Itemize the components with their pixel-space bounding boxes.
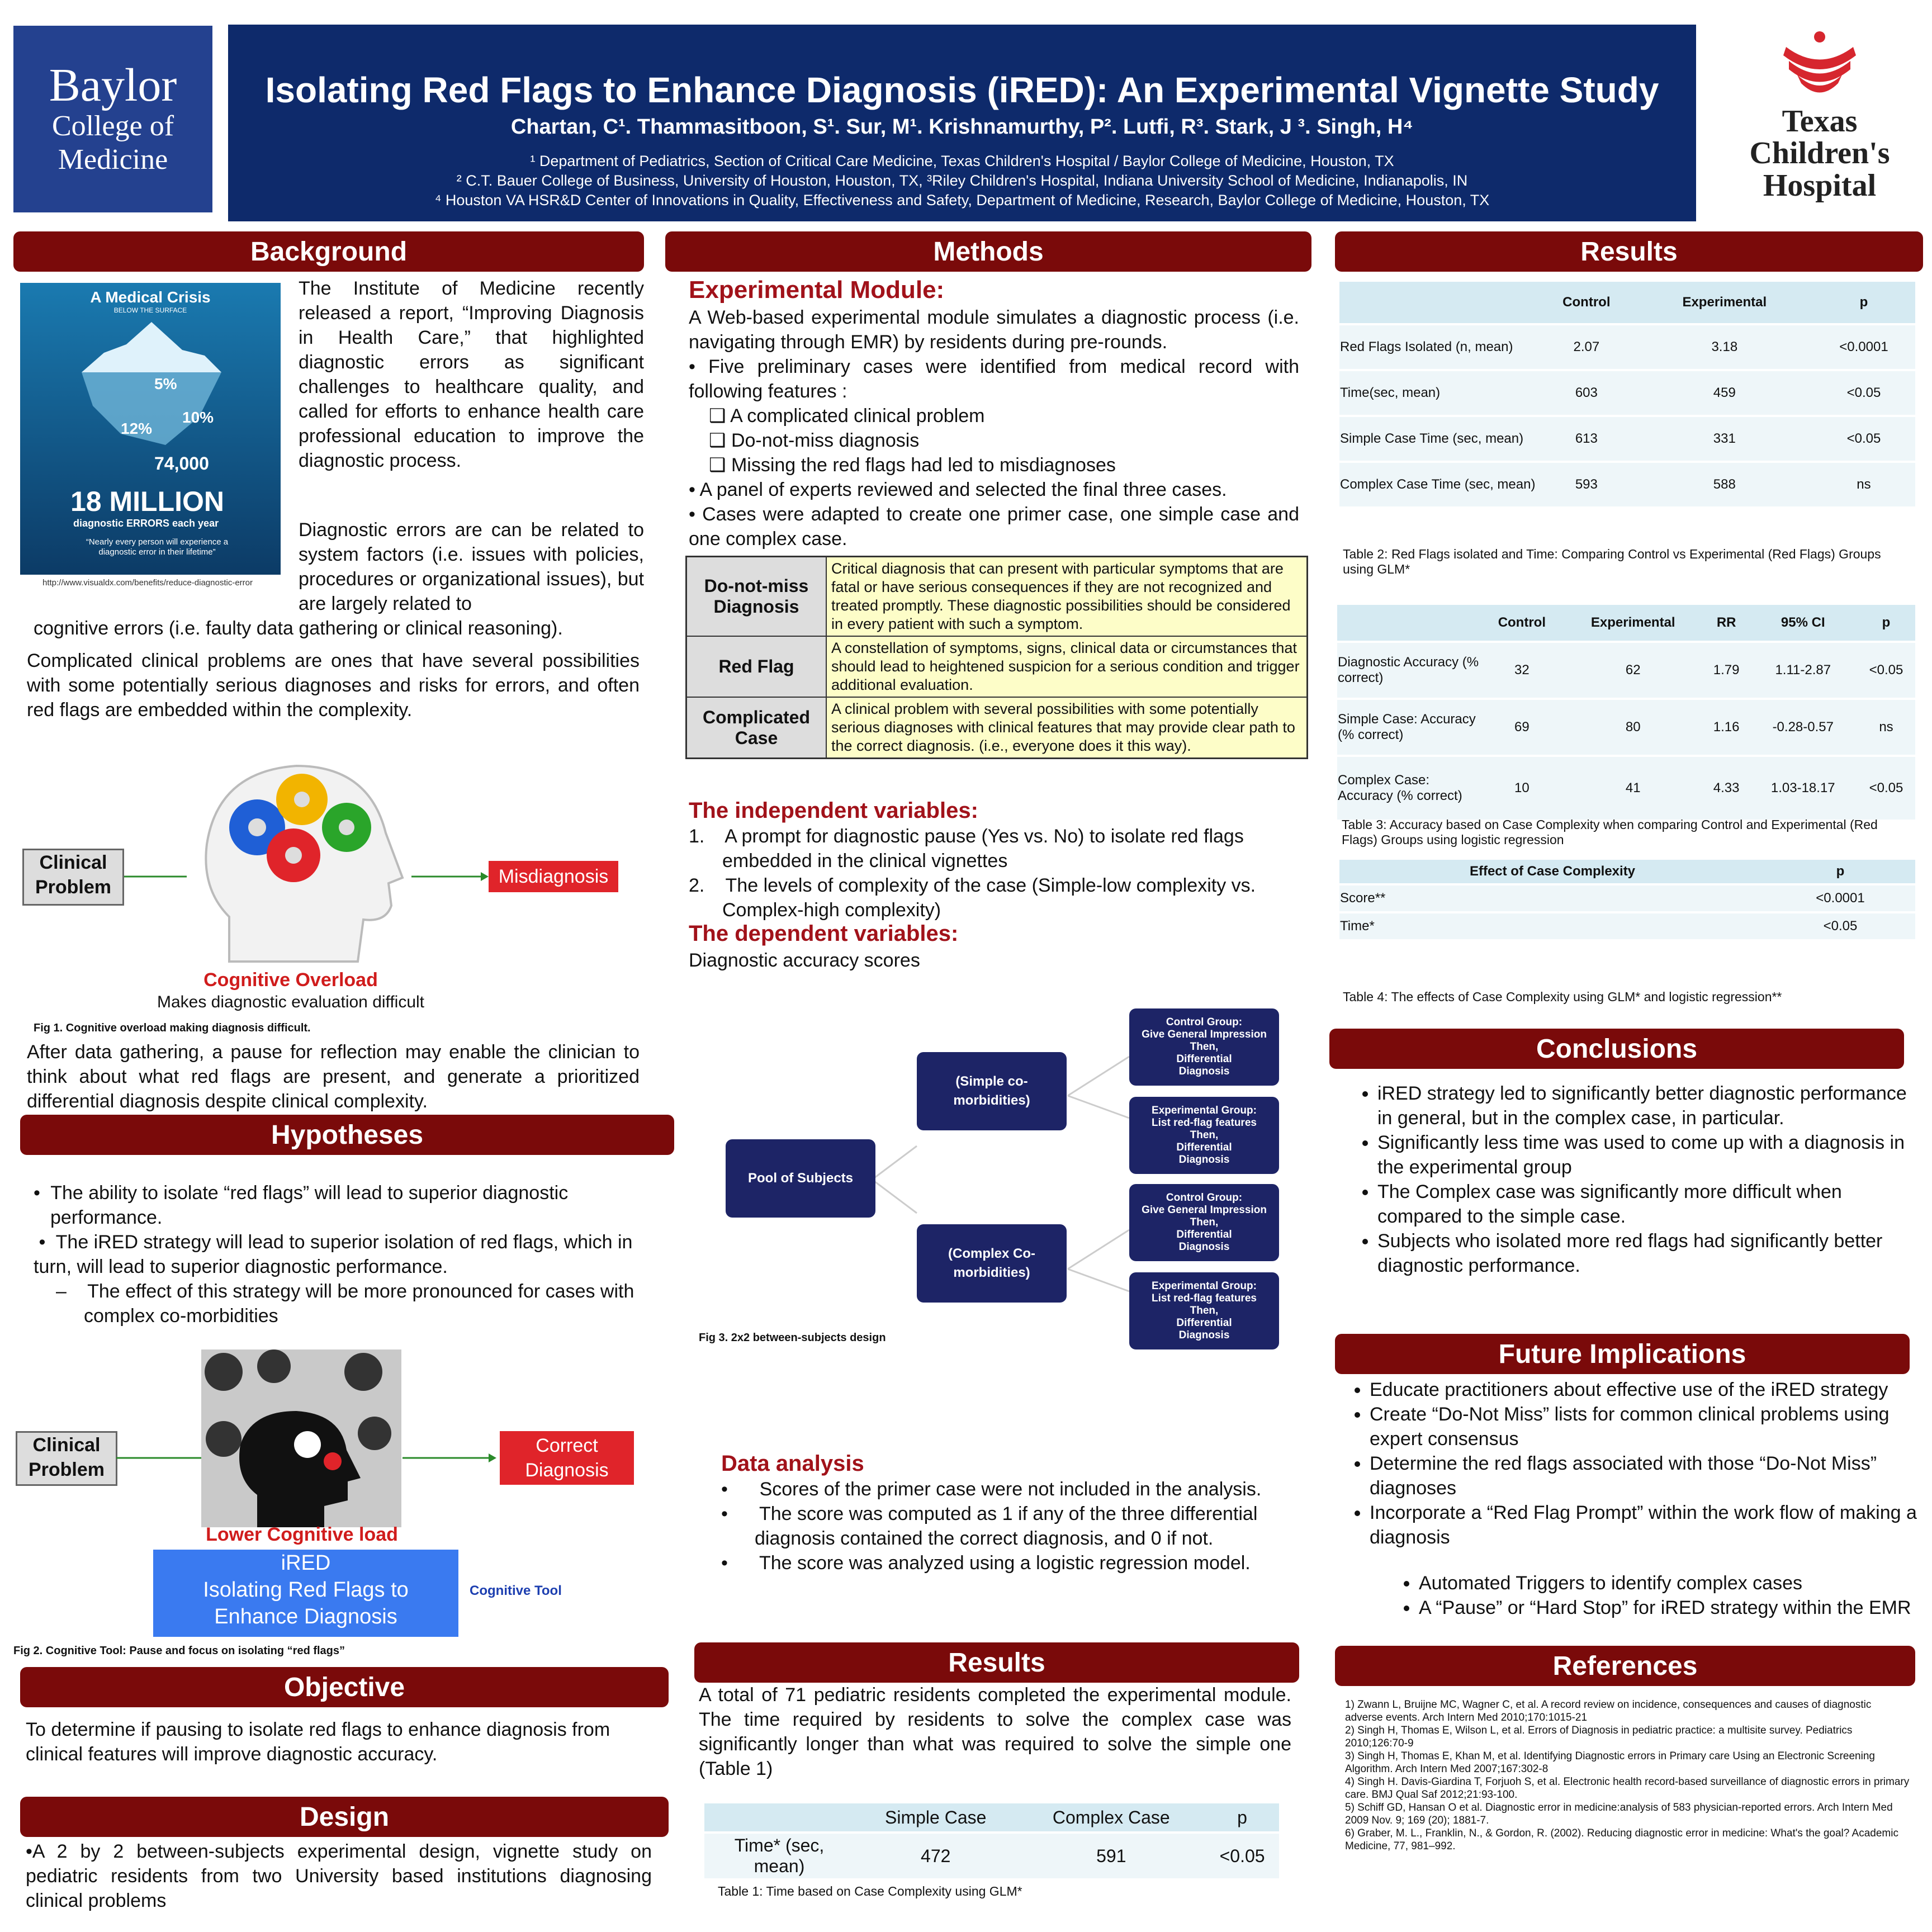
design-text: •A 2 by 2 between-subjects experimental design, vignette study on pediatric residents from two University based institutions diagnosing clinical problems — [26, 1841, 652, 1911]
objective-heading: Objective — [20, 1667, 669, 1707]
table-3 — [1337, 605, 1915, 822]
table-cell: <0.0001 — [1812, 324, 1915, 370]
table-cell: 32 — [1481, 642, 1562, 699]
fig1-cognitive-overload: Cognitive Overload — [203, 969, 378, 991]
fig1-arrow-left — [124, 872, 191, 881]
fig2-arrow-right — [402, 1452, 498, 1464]
background-p1: The Institute of Medicine recently released a report, “Improving Diagnosis in Health Care,” that highlighted diagnostic errors as significant challenges to healthcare quality, and called for efforts to enhance health care professional education to improve the diagnostic process. — [299, 278, 644, 471]
table-row — [1339, 912, 1915, 940]
background-p3: Complicated clinical problems are ones that have several possibilities with some potentially serious diagnoses and risks for errors, and often red flags are embedded within the complexity. — [27, 650, 640, 721]
table-cell: Simple Case: Accuracy (% correct) — [1337, 699, 1481, 756]
experimental-label: Experimental Group: — [1152, 1280, 1257, 1292]
table-1 — [704, 1803, 1279, 1881]
results-heading: Results — [1335, 231, 1923, 272]
data-analysis-item-1: • Scores of the primer case were not included in the analysis. — [721, 1479, 1262, 1500]
table-cell: 1.11-2.87 — [1749, 642, 1858, 699]
table-row — [704, 1832, 1279, 1879]
infographic-source-link[interactable]: http://www.visualdx.com/benefits/reduce-diagnostic-error — [42, 578, 253, 588]
baylor-logo-line2: College of — [51, 110, 174, 142]
table-cell: <0.0001 — [1765, 884, 1915, 912]
baylor-logo-line3: Medicine — [58, 144, 168, 176]
texas-childrens-logo — [1722, 30, 1917, 215]
data-analysis-item-3: • The score was analyzed using a logistic regression model. — [721, 1552, 1251, 1574]
fig2-cognitive-tool: Cognitive Tool — [470, 1583, 562, 1598]
experimental-step-2: Then, Differential Diagnosis — [1176, 1305, 1232, 1341]
background-p2b: cognitive errors (i.e. faulty data gathering or clinical reasoning). — [34, 618, 563, 639]
table-row — [1337, 642, 1915, 699]
hypothesis-1: • The ability to isolate “red flags” will lead to superior diagnostic performance. — [34, 1182, 569, 1228]
fig1-arrow-right — [411, 871, 490, 882]
poster-title: Isolating Red Flags to Enhance Diagnosis (iRED): An Experimental Vignette Study — [265, 70, 1659, 110]
definition-term: Complicated Case — [686, 697, 827, 759]
table-header-cell: RR — [1704, 605, 1749, 642]
head-tools-icon — [201, 1349, 401, 1527]
independent-variables-title: The independent variables: — [689, 798, 978, 823]
results-mid-text: A total of 71 pediatric residents completed the experimental module. The time required by residents to solve the complex case was significantly longer than what was required to solve the simple one (Table 1) — [699, 1684, 1291, 1779]
table-header-cell — [1339, 282, 1536, 324]
hypothesis-2: • The iRED strategy will lead to superior isolation of red flags, which in turn, will lead to superior diagnostic performance. — [34, 1232, 633, 1277]
title-banner — [228, 25, 1696, 221]
data-analysis-title: Data analysis — [721, 1451, 864, 1476]
table-cell: 80 — [1562, 699, 1704, 756]
future-subitem: • Automated Triggers to identify complex cases — [1419, 1571, 1932, 1595]
table-cell: 459 — [1637, 370, 1812, 416]
fig3-caption: Fig 3. 2x2 between-subjects design — [699, 1332, 886, 1344]
iv-item-1: 1. A prompt for diagnostic pause (Yes vs. No) to isolate red flags embedded in the clinical vignettes — [689, 826, 1244, 872]
fig2-correct-diagnosis: Correct Diagnosis — [500, 1431, 634, 1485]
table-header-cell: Simple Case — [854, 1803, 1017, 1832]
table-header-row — [1339, 860, 1915, 884]
table-row — [1339, 324, 1915, 370]
table-cell: Simple Case Time (sec, mean) — [1339, 416, 1536, 462]
table-cell: 591 — [1017, 1832, 1205, 1879]
dependent-variables-text: Diagnostic accuracy scores — [689, 950, 920, 971]
table-cell: 593 — [1536, 462, 1637, 508]
definitions-table — [685, 556, 1308, 759]
pool-of-subjects-node: Pool of Subjects — [726, 1139, 875, 1218]
stat-5: 5% — [154, 375, 177, 392]
table-header-cell: p — [1857, 605, 1915, 642]
table-header-row — [1337, 605, 1915, 642]
table-cell: Time(sec, mean) — [1339, 370, 1536, 416]
tch-logo-line1: Texas — [1782, 104, 1858, 139]
conclusions-heading: Conclusions — [1329, 1029, 1904, 1069]
stat-10: 10% — [182, 409, 214, 426]
table-cell: 4.33 — [1704, 756, 1749, 821]
methods-p2: • Five preliminary cases were identified from medical record with following features : — [689, 356, 1299, 402]
hypotheses-list — [28, 1181, 665, 1328]
tch-logo-line2: Children's — [1749, 136, 1890, 171]
definition-row — [686, 697, 1308, 759]
background-p4: After data gathering, a pause for reflection may enable the clinician to think about what red flags are present, and generate a prioritized differential diagnosis despite clinical complexity. — [27, 1041, 640, 1112]
background-p2: Diagnostic errors are can be related to system factors (i.e. issues with policies, procedures or organizational issues), but are largely related to — [299, 519, 644, 614]
conclusion-item: • iRED strategy led to significantly better diagnostic performance in general, but in the complex case, in particular. — [1377, 1081, 1914, 1130]
future-implications-list — [1345, 1377, 1932, 1550]
table-cell: <0.05 — [1812, 370, 1915, 416]
table-3-caption: Table 3: Accuracy based on Case Complexity when comparing Control and Experimental (Red Flags) Groups using logistic regression — [1342, 817, 1878, 847]
table-cell: 41 — [1562, 756, 1704, 821]
dependent-variables-title: The dependent variables: — [689, 921, 959, 946]
conclusion-item: • The Complex case was significantly more difficult when compared to the simple case. — [1377, 1180, 1914, 1229]
design-heading: Design — [20, 1797, 669, 1837]
table-header-cell — [704, 1803, 854, 1832]
table-row — [1339, 416, 1915, 462]
stat-line: diagnostic ERRORS each year — [73, 518, 219, 529]
table-header-cell: Control — [1481, 605, 1562, 642]
table-cell: -0.28-0.57 — [1749, 699, 1858, 756]
table-header-cell: p — [1812, 282, 1915, 324]
table-cell: Diagnostic Accuracy (% correct) — [1337, 642, 1481, 699]
control-step-1: Give General Impression — [1142, 1029, 1267, 1040]
results-mid-heading: Results — [694, 1642, 1299, 1683]
table-cell: 10 — [1481, 756, 1562, 821]
head-gears-icon — [190, 749, 414, 967]
complex-comorbidities-node: (Complex Co-morbidities) — [917, 1224, 1067, 1303]
table-header-cell: Experimental — [1562, 605, 1704, 642]
definition-text: A constellation of symptoms, signs, clinical data or circumstances that should lead to heightened suspicion for a serious condition and trigger additional evaluation. — [826, 636, 1308, 697]
table-cell: ns — [1812, 462, 1915, 508]
future-item: • Determine the red flags associated with those “Do-Not Miss” diagnoses — [1370, 1451, 1932, 1500]
definition-term: Red Flag — [686, 636, 827, 697]
table-cell: 588 — [1637, 462, 1812, 508]
table-cell: <0.05 — [1205, 1832, 1279, 1879]
definition-text: Critical diagnosis that can present with particular symptoms that are fatal or have serious consequences if they are not recognized and treated promptly. These diagnostic possibilities should be considered in every patient with such a symptom. — [826, 557, 1308, 637]
table-cell: Red Flags Isolated (n, mean) — [1339, 324, 1536, 370]
control-step-1: Give General Impression — [1142, 1204, 1267, 1216]
table-cell: 69 — [1481, 699, 1562, 756]
control-group-node-simple — [1129, 1008, 1279, 1086]
future-item: • Create “Do-Not Miss” lists for common clinical problems using expert consensus — [1370, 1402, 1932, 1451]
table-header-cell: Effect of Case Complexity — [1339, 860, 1765, 884]
simple-comorbidities-node: (Simple co-morbidities) — [917, 1052, 1067, 1130]
table-cell: 613 — [1536, 416, 1637, 462]
fig2-caption: Fig 2. Cognitive Tool: Pause and focus on isolating “red flags” — [13, 1645, 345, 1657]
definition-row — [686, 636, 1308, 697]
table-header-cell: Complex Case — [1017, 1803, 1205, 1832]
table-header-cell: p — [1205, 1803, 1279, 1832]
table-2-caption: Table 2: Red Flags isolated and Time: Comparing Control vs Experimental (Red Flags) Groups using GLM* — [1343, 547, 1881, 576]
table-cell: ns — [1857, 699, 1915, 756]
reference-item: 4) Singh H. Davis-Giardina T, Forjuoh S, et al. Electronic health record-based surveillance of diagnostic errors in primary care. BMJ Qual Saf 2012;21:93-100. — [1345, 1776, 1910, 1801]
baylor-logo — [13, 26, 212, 212]
infographic-title: A Medical Crisis — [90, 288, 211, 306]
table-header-cell: p — [1765, 860, 1915, 884]
affiliation-2: ² C.T. Bauer College of Business, University of Houston, Houston, TX, ³Riley Children's Hospital, Indiana University School of Medicine, Indianapolis, IN — [456, 172, 1468, 189]
reference-item: 6) Graber, M. L., Franklin, N., & Gordon, R. (2002). Reducing diagnostic error in medicine: What's the goal? Academic Medicine, 77, 981–992. — [1345, 1827, 1898, 1852]
conclusion-item: • Subjects who isolated more red flags had significantly better diagnostic performance. — [1377, 1229, 1914, 1278]
fig1-misdiagnosis: Misdiagnosis — [489, 861, 618, 892]
table-2 — [1339, 282, 1915, 509]
table-cell: Time* (sec, mean) — [704, 1832, 854, 1879]
fig2-ired-box — [153, 1550, 458, 1637]
table-header-row — [1339, 282, 1915, 324]
check-item-1: ❑ A complicated clinical problem — [709, 405, 985, 427]
data-analysis-list — [721, 1477, 1303, 1575]
objective-text: To determine if pausing to isolate red flags to enhance diagnosis from clinical features will improve diagnostic accuracy. — [26, 1719, 610, 1765]
table-cell: Time* — [1339, 912, 1765, 940]
future-subitem: • A “Pause” or “Hard Stop” for iRED strategy within the EMR — [1419, 1595, 1932, 1620]
future-item: • Incorporate a “Red Flag Prompt” within the work flow of making a diagnosis — [1370, 1500, 1932, 1550]
table-cell: <0.05 — [1857, 642, 1915, 699]
table-cell: 3.18 — [1637, 324, 1812, 370]
data-analysis-item-2: • The score was computed as 1 if any of the three differential diagnosis contained the correct diagnosis, and 0 if not. — [721, 1503, 1258, 1549]
table-cell: <0.05 — [1812, 416, 1915, 462]
definition-term: Do-not-miss Diagnosis — [686, 557, 827, 637]
table-cell: 603 — [1536, 370, 1637, 416]
table-row — [1339, 462, 1915, 508]
stat-12: 12% — [121, 420, 153, 437]
infographic-quote: “Nearly every person will experience a diagnostic error in their lifetime” — [86, 537, 229, 557]
medical-crisis-infographic — [20, 283, 281, 575]
check-item-2: ❑ Do-not-miss diagnosis — [709, 430, 920, 451]
table-cell: 2.07 — [1536, 324, 1637, 370]
fig2-arrow-left — [116, 1453, 206, 1462]
conclusions-list — [1353, 1081, 1914, 1278]
fig2-clinical-problem: Clinical Problem — [16, 1431, 117, 1486]
control-label: Control Group: — [1166, 1016, 1243, 1028]
experimental-group-node-simple — [1129, 1097, 1279, 1174]
heart-logo-icon — [1772, 30, 1867, 103]
poster-authors: Chartan, C¹. Thammasitboon, S¹. Sur, M¹. Krishnamurthy, P². Lutfi, R³. Stark, J ³. Singh, H⁴ — [510, 115, 1414, 139]
experimental-step-2: Then, Differential Diagnosis — [1176, 1129, 1232, 1166]
fig2-ired-label: iRED — [281, 1551, 331, 1575]
table-cell: 1.03-18.17 — [1749, 756, 1858, 821]
methods-heading: Methods — [665, 231, 1311, 272]
tch-logo-line3: Hospital — [1763, 168, 1877, 203]
future-implications-heading: Future Implications — [1335, 1334, 1910, 1374]
fig1-head-gears-image — [190, 749, 414, 967]
independent-variables-list — [689, 824, 1299, 922]
table-row — [1337, 699, 1915, 756]
table-cell: 1.16 — [1704, 699, 1749, 756]
table-row — [1339, 370, 1915, 416]
table-cell: Complex Case Time (sec, mean) — [1339, 462, 1536, 508]
background-heading: Background — [13, 231, 644, 272]
table-row — [1337, 756, 1915, 821]
table-cell: <0.05 — [1857, 756, 1915, 821]
experimental-step-1: List red-flag features — [1152, 1117, 1257, 1129]
reference-item: 2) Singh H, Thomas E, Wilson L, et al. Errors of Diagnosis in pediatric practice: a multisite survey. Pediatrics 2010;126:70-9 — [1345, 1725, 1853, 1749]
fig2-lower-cognitive-load: Lower Cognitive load — [206, 1524, 398, 1545]
methods-checklist — [709, 404, 1301, 477]
reference-item: 5) Schiff GD, Hansan O et al. Diagnostic error in medicine:analysis of 583 physician-reported errors. Arch Intern Med 2009 Nov. 9; 169 (20); 1881-7. — [1345, 1802, 1893, 1826]
table-cell: 472 — [854, 1832, 1017, 1879]
table-header-cell: Control — [1536, 282, 1637, 324]
fig2-ired-full: Isolating Red Flags to Enhance Diagnosis — [203, 1578, 409, 1628]
table-header-cell: Experimental — [1637, 282, 1812, 324]
hypothesis-3: – The effect of this strategy will be more pronounced for cases with complex co-morbidities — [56, 1281, 634, 1327]
experimental-group-node-complex — [1129, 1272, 1279, 1349]
iv-item-2: 2. The levels of complexity of the case (Simple-low complexity vs. Complex-high complexity) — [689, 875, 1256, 921]
references-list — [1345, 1698, 1910, 1853]
table-1-caption: Table 1: Time based on Case Complexity using GLM* — [718, 1884, 1022, 1898]
affiliation-3: ⁴ Houston VA HSR&D Center of Innovations in Quality, Effectiveness and Safety, Department of Medicine, Research, Baylor College of Medicine, Houston, TX — [434, 192, 1490, 209]
control-step-2: Then, Differential Diagnosis — [1176, 1041, 1232, 1077]
table-header-cell — [1337, 605, 1481, 642]
control-label: Control Group: — [1166, 1192, 1243, 1204]
table-row — [1339, 884, 1915, 912]
future-implications-sublist — [1394, 1571, 1932, 1620]
methods-p1: A Web-based experimental module simulates a diagnostic process (i.e. navigating through EMR) by residents during pre-rounds. — [689, 307, 1299, 353]
stat-18-million: 18 MILLION — [70, 486, 225, 517]
table-cell: 62 — [1562, 642, 1704, 699]
table-cell: Score** — [1339, 884, 1765, 912]
conclusion-item: • Significantly less time was used to come up with a diagnosis in the experimental group — [1377, 1130, 1914, 1180]
table-cell: 1.79 — [1704, 642, 1749, 699]
affiliation-1: ¹ Department of Pediatrics, Section of Critical Care Medicine, Texas Children's Hospital / Baylor College of Medicine, Houston, TX — [530, 153, 1394, 169]
fig1-subtitle: Makes diagnostic evaluation difficult — [157, 993, 425, 1011]
hypotheses-heading: Hypotheses — [20, 1115, 674, 1155]
table-4 — [1339, 860, 1915, 941]
references-heading: References — [1335, 1646, 1915, 1686]
baylor-logo-line1: Baylor — [49, 59, 177, 111]
fig1-caption: Fig 1. Cognitive overload making diagnosis difficult. — [34, 1022, 311, 1034]
reference-item: 3) Singh H, Thomas E, Khan M, et al. Identifying Diagnostic errors in Primary care Using an Electronic Screening Algorithm. Arch Intern Med 2007;167:302-8 — [1345, 1750, 1875, 1775]
experimental-step-1: List red-flag features — [1152, 1292, 1257, 1304]
table-cell: <0.05 — [1765, 912, 1915, 940]
fig1-clinical-problem: Clinical Problem — [22, 849, 124, 906]
fig2-head-icons-image — [201, 1349, 401, 1527]
experimental-label: Experimental Group: — [1152, 1105, 1257, 1116]
check-item-3: ❑ Missing the red flags had led to misdiagnoses — [709, 454, 1116, 476]
table-4-caption: Table 4: The effects of Case Complexity using GLM* and logistic regression** — [1343, 989, 1782, 1004]
experimental-module-title: Experimental Module: — [689, 276, 945, 304]
table-cell: 331 — [1637, 416, 1812, 462]
definition-text: A clinical problem with several possibilities with some potentially serious diagnoses with clinical features that may provide clear path to the correct diagnosis. (i.e., everyone does it this way). — [826, 697, 1308, 759]
table-header-row — [704, 1803, 1279, 1832]
definition-row — [686, 557, 1308, 637]
future-item: • Educate practitioners about effective use of the iRED strategy — [1370, 1377, 1932, 1402]
stat-74000: 74,000 — [154, 453, 209, 473]
reference-item: 1) Zwann L, Bruijne MC, Wagner C, et al. A record review on incidence, consequences and causes of diagnostic adverse events. Arch Intern Med 2010;170:1015-21 — [1345, 1699, 1872, 1723]
table-header-cell: 95% CI — [1749, 605, 1858, 642]
control-step-2: Then, Differential Diagnosis — [1176, 1216, 1232, 1253]
infographic-subtitle: BELOW THE SURFACE — [113, 306, 187, 314]
methods-p4: • Cases were adapted to create one primer case, one simple case and one complex case. — [689, 504, 1299, 550]
methods-p3: • A panel of experts reviewed and selected the final three cases. — [689, 479, 1227, 500]
table-cell: Complex Case: Accuracy (% correct) — [1337, 756, 1481, 821]
control-group-node-complex — [1129, 1184, 1279, 1261]
